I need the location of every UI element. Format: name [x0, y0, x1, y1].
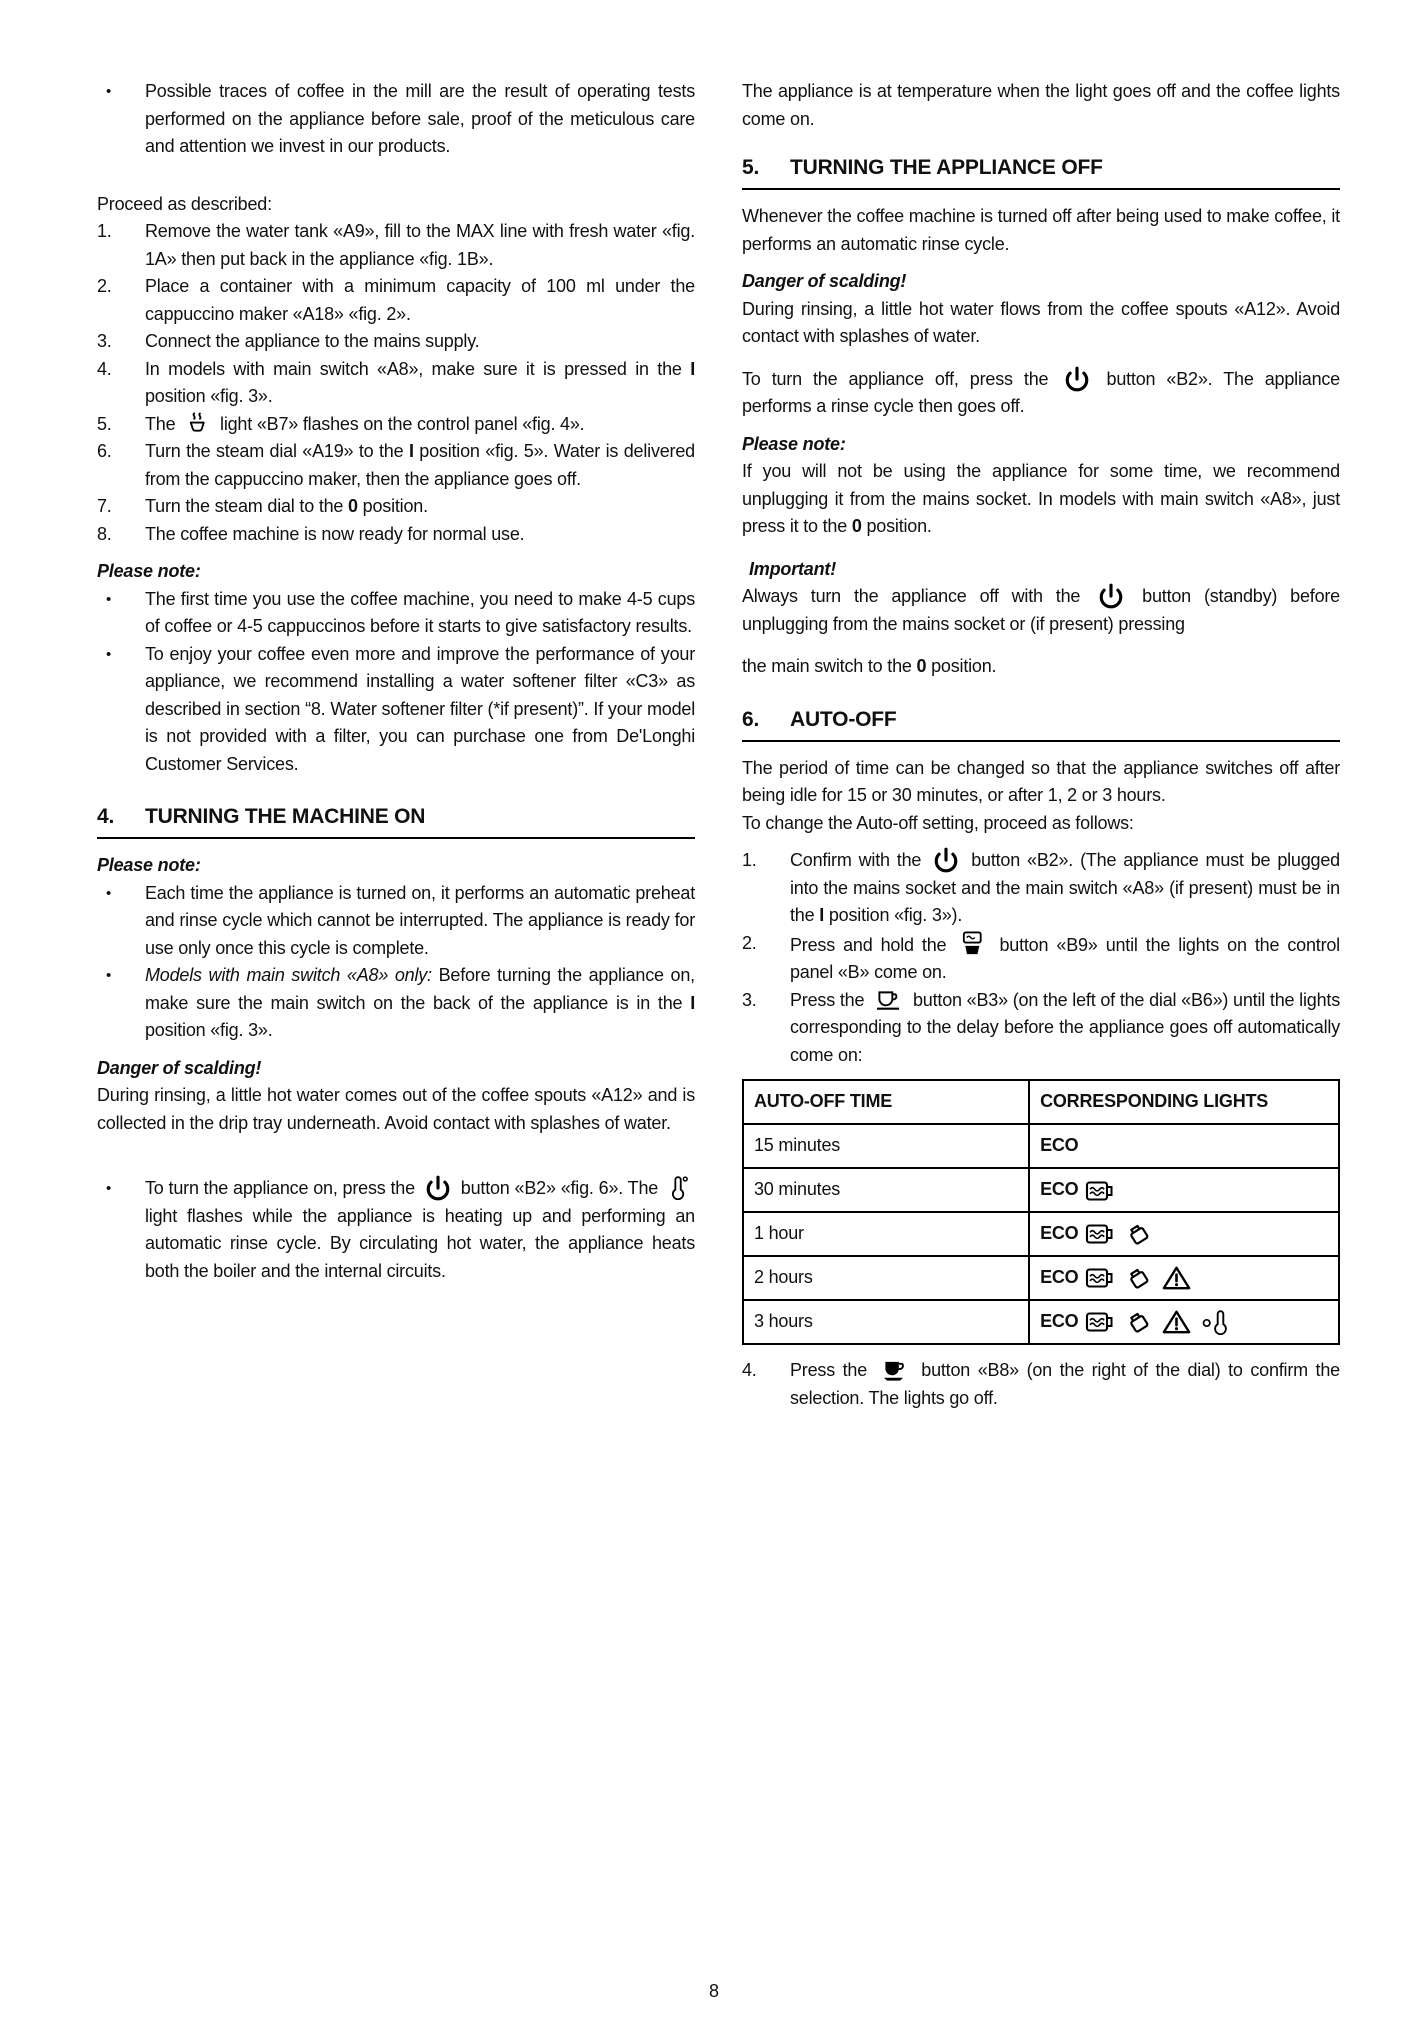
- danger-text: During rinsing, a little hot water flows from the coffee spouts «A12». Avoid contact with splashes of water.: [742, 298, 1340, 346]
- step-number: 6.: [97, 441, 112, 461]
- note-bullet: [97, 880, 695, 963]
- note-bullet: [97, 586, 695, 641]
- step-8: [97, 521, 695, 549]
- step-number: 1.: [742, 850, 757, 870]
- temperature-icon: [1201, 1309, 1230, 1335]
- note-bullet: [97, 962, 695, 1045]
- note-bullet-text: The first time you use the coffee machine, you need to make 4-5 cups of coffee or 4-5 cappuccinos before it starts to give satisfactory results.: [145, 588, 695, 636]
- important-paragraph-2: [742, 653, 1340, 681]
- bold-segment: 0: [916, 656, 927, 676]
- time-cell: 1 hour: [743, 1212, 1029, 1256]
- please-note-heading: Please note:: [97, 855, 201, 875]
- step-number: 1.: [97, 221, 112, 241]
- step-text: [790, 987, 1340, 1070]
- bold-segment: I: [690, 992, 695, 1013]
- step-text: [790, 1357, 1340, 1412]
- danger-heading: Danger of scalding!: [742, 271, 907, 291]
- power-icon: [1098, 583, 1124, 609]
- turn-off-paragraph: [742, 366, 1340, 421]
- note-bullet-text: [145, 962, 695, 1045]
- text-segment: light flashes while the appliance is heating up and performing an automatic rinse cycle. By circulating hot water, the appliance heats both the boiler and the internal circuits.: [145, 1205, 695, 1281]
- steam-button-icon: [959, 930, 986, 957]
- eco-label: ECO: [1040, 1179, 1079, 1200]
- note-bullet-text: Each time the appliance is turned on, it performs an automatic preheat and rinse cycle which cannot be interrupted. The appliance is ready for use only once this cycle is complete.: [145, 882, 695, 958]
- table-header-row: [743, 1080, 1339, 1124]
- text-segment: position.: [926, 656, 997, 676]
- power-icon: [933, 847, 959, 873]
- table-header-time: AUTO-OFF TIME: [743, 1080, 1029, 1124]
- step-text: The coffee machine is now ready for normal use.: [145, 523, 525, 544]
- table-row: [743, 1124, 1339, 1168]
- text-segment: position.: [861, 516, 932, 536]
- text-segment: position «fig. 3».: [145, 386, 273, 406]
- lights-cell: [1029, 1168, 1339, 1212]
- please-note-heading: Please note:: [742, 433, 846, 454]
- step-text: [145, 356, 695, 411]
- bullet-marker: •: [106, 884, 112, 902]
- step-number: 5.: [97, 413, 112, 434]
- step-1: [97, 218, 695, 273]
- water-tank-icon: [1085, 1310, 1115, 1334]
- step-text: Place a container with a minimum capacity of 100 ml under the cappuccino maker «A18» «fig. 2».: [145, 276, 695, 324]
- text-segment: button «B2». The appliance performs a rinse cycle then goes off.: [742, 368, 1340, 416]
- section-number: 4.: [97, 805, 115, 828]
- text-segment: position «fig. 3».: [145, 1020, 273, 1040]
- text-segment: the main switch to the: [742, 656, 917, 676]
- thermometer-icon: [668, 1175, 690, 1200]
- important-paragraph-1: [742, 583, 1340, 638]
- lights-cell: [1029, 1124, 1339, 1168]
- section-5-heading: [742, 155, 1340, 190]
- note-paragraph: [742, 458, 1340, 541]
- step-2: [97, 273, 695, 328]
- italic-segment: Models with main switch «A8» only:: [145, 965, 439, 985]
- water-tank-icon: [1085, 1222, 1115, 1246]
- danger-text: During rinsing, a little hot water comes out of the coffee spouts «A12» and is collected in the drip tray underneath. Avoid contact with splashes of water.: [97, 1085, 695, 1133]
- section-title: AUTO-OFF: [790, 707, 897, 731]
- time-cell: 3 hours: [743, 1300, 1029, 1344]
- left-column: [97, 78, 695, 1412]
- important-heading: Important!: [749, 558, 836, 579]
- step-number: 4.: [742, 1360, 757, 1380]
- text-segment: button «B9» until the lights on the control panel «B» come on.: [790, 934, 1340, 982]
- step-text: [145, 438, 695, 493]
- text-segment: Always turn the appliance off with the: [742, 586, 1094, 606]
- step-4: [97, 356, 695, 411]
- step-number: 2.: [742, 932, 757, 953]
- section-5-intro: Whenever the coffee machine is turned off after being used to make coffee, it performs an automatic rinse cycle.: [742, 206, 1340, 254]
- step-6: [97, 438, 695, 493]
- table-row: [743, 1168, 1339, 1212]
- text-segment: Press the: [790, 1360, 875, 1380]
- text-segment: The: [145, 413, 181, 434]
- step-text: [790, 847, 1340, 930]
- text-segment: Before turning the appliance on, make sure the main switch on the back of the appliance is in the: [145, 965, 695, 1013]
- step-number: 8.: [97, 523, 112, 544]
- text-segment: To turn the appliance off, press the: [742, 368, 1060, 389]
- text-segment: Press the: [790, 989, 870, 1010]
- table-header-lights: CORRESPONDING LIGHTS: [1029, 1080, 1339, 1124]
- text-segment: button «B2» «fig. 6». The: [455, 1178, 663, 1198]
- autooff-step-1: [742, 847, 1340, 930]
- steam-light-icon: [185, 411, 210, 436]
- section-6-heading: [742, 707, 1340, 742]
- auto-off-table: [742, 1079, 1340, 1345]
- step-3: [97, 328, 695, 356]
- text-segment: button «B3» (on the left of the dial «B6») until the lights corresponding to the delay before the appliance goes off automatically come on:: [790, 989, 1340, 1065]
- bullet-marker: •: [106, 1180, 112, 1197]
- text-segment: In models with main switch «A8», make sure it is pressed in the: [145, 358, 691, 379]
- table-row: [743, 1256, 1339, 1300]
- bold-segment: 0: [348, 496, 358, 516]
- bullet-marker: •: [106, 590, 112, 608]
- text-segment: button «B8» (on the right of the dial) to confirm the selection. The lights go off.: [790, 1360, 1340, 1408]
- step-number: 3.: [97, 331, 112, 351]
- step-number: 2.: [97, 276, 112, 296]
- coffee-cup-filled-icon: [880, 1359, 909, 1382]
- time-cell: 2 hours: [743, 1256, 1029, 1300]
- lights-cell: [1029, 1256, 1339, 1300]
- danger-heading: Danger of scalding!: [97, 1057, 262, 1078]
- step-text: Connect the appliance to the mains supply.: [145, 331, 480, 351]
- note-bullet-text: To enjoy your coffee even more and improve the performance of your appliance, we recommend installing a water softener filter «C3» as described in section “8. Water softener filter (*if present)”. If your model is not provided with a filter, you can purchase one from De'Longhi Customer Services.: [145, 643, 695, 774]
- right-column: [742, 78, 1340, 1412]
- bold-segment: I: [690, 358, 695, 379]
- bold-segment: I: [819, 905, 825, 925]
- bold-segment: 0: [851, 516, 862, 536]
- power-icon: [1064, 366, 1090, 392]
- step-text: Remove the water tank «A9», fill to the MAX line with fresh water «fig. 1A» then put back in the appliance «fig. 1B».: [145, 221, 695, 269]
- section-number: 5.: [742, 156, 760, 179]
- step-text: [145, 411, 695, 439]
- section-title: TURNING THE APPLIANCE OFF: [790, 156, 1103, 179]
- turn-on-bullet: [97, 1175, 695, 1285]
- eco-label: ECO: [1040, 1311, 1079, 1332]
- section-6-intro: The period of time can be changed so that the appliance switches off after being idle for 15 or 30 minutes, or after 1, 2 or 3 hours.: [742, 757, 1340, 805]
- text-segment: Confirm with the: [790, 850, 929, 870]
- descale-icon: [1125, 1265, 1152, 1292]
- warning-triangle-icon: [1162, 1265, 1191, 1291]
- text-segment: position «fig. 3»).: [824, 905, 963, 925]
- bullet-marker: •: [106, 645, 112, 663]
- please-note-heading: Please note:: [97, 561, 201, 581]
- table-row: [743, 1212, 1339, 1256]
- proceed-label: Proceed as described:: [97, 193, 272, 214]
- autooff-step-4: [742, 1357, 1340, 1412]
- text-segment: To turn the appliance on, press the: [145, 1178, 420, 1198]
- coffee-cup-icon: [874, 989, 903, 1012]
- water-tank-icon: [1085, 1266, 1115, 1290]
- bullet-marker: •: [106, 83, 112, 100]
- bold-segment: I: [408, 441, 414, 461]
- text-segment: button «B2». (The appliance must be plugged into the mains socket and the main switch «A8» (if present) must be in the: [790, 850, 1340, 925]
- intro-bullet-text: Possible traces of coffee in the mill are the result of operating tests performed on the appliance before sale, proof of the meticulous care and attention we invest in our products.: [145, 81, 695, 156]
- eco-label: ECO: [1040, 1223, 1079, 1244]
- step-7: [97, 493, 695, 521]
- time-cell: 30 minutes: [743, 1168, 1029, 1212]
- text-segment: Press and hold the: [790, 934, 955, 955]
- page-number: 8: [708, 1981, 719, 2001]
- text-segment: light «B7» flashes on the control panel «fig. 4».: [215, 413, 585, 434]
- intro-bullet: [97, 78, 695, 161]
- text-segment: position.: [357, 496, 428, 516]
- text-segment: position «fig. 5». Water is delivered from the cappuccino maker, then the appliance goes off.: [145, 441, 695, 489]
- descale-icon: [1125, 1309, 1152, 1336]
- text-segment: button (standby) before unplugging from the mains socket or (if present) pressing: [742, 586, 1340, 634]
- eco-label: ECO: [1040, 1135, 1079, 1156]
- eco-label: ECO: [1040, 1267, 1079, 1288]
- turn-on-text: [145, 1175, 695, 1285]
- text-segment: If you will not be using the appliance for some time, we recommend unplugging it from the mains socket. In models with main switch «A8», just press it to the: [742, 461, 1340, 536]
- step-text: [790, 930, 1340, 987]
- autooff-step-3: [742, 987, 1340, 1070]
- table-row: [743, 1300, 1339, 1344]
- note-bullet: [97, 641, 695, 779]
- autooff-step-2: [742, 930, 1340, 987]
- step-number: 4.: [97, 358, 112, 379]
- section-number: 6.: [742, 707, 760, 731]
- section-6-proceed: To change the Auto-off setting, proceed as follows:: [742, 812, 1134, 833]
- descale-icon: [1125, 1221, 1152, 1248]
- warning-triangle-icon: [1162, 1309, 1191, 1335]
- step-5: [97, 411, 695, 439]
- temperature-paragraph: The appliance is at temperature when the light goes off and the coffee lights come on.: [742, 81, 1340, 129]
- bullet-marker: •: [106, 967, 112, 984]
- step-text: [145, 493, 695, 521]
- lights-cell: [1029, 1212, 1339, 1256]
- section-title: TURNING THE MACHINE ON: [145, 805, 426, 828]
- water-tank-icon: [1085, 1179, 1115, 1203]
- section-4-heading: [97, 804, 695, 839]
- time-cell: 15 minutes: [743, 1124, 1029, 1168]
- text-segment: Turn the steam dial «A19» to the: [145, 441, 409, 461]
- step-number: 7.: [97, 496, 112, 516]
- power-icon: [425, 1175, 451, 1201]
- step-number: 3.: [742, 989, 757, 1010]
- lights-cell: [1029, 1300, 1339, 1344]
- text-segment: Turn the steam dial to the: [145, 496, 349, 516]
